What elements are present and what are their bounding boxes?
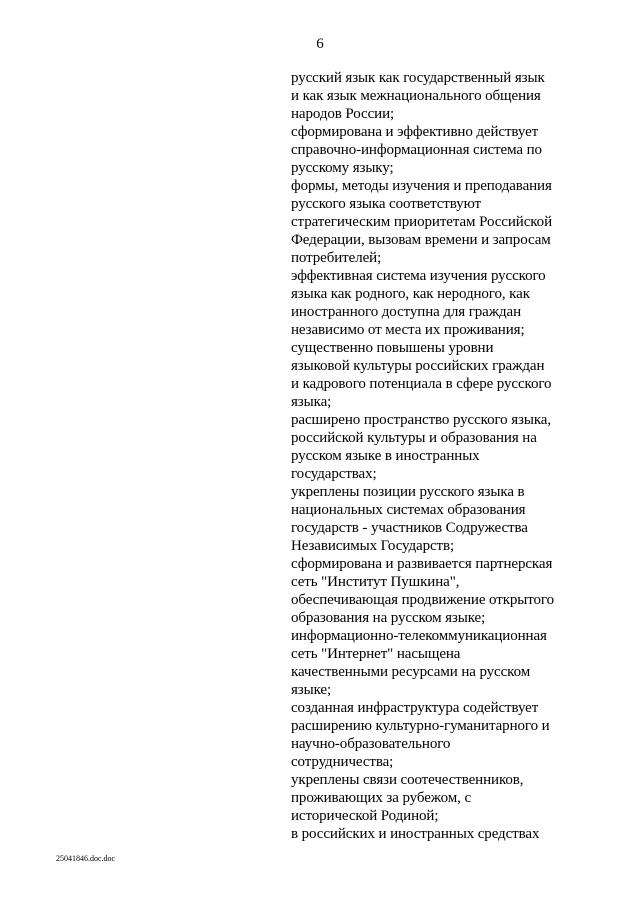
text-line: русском языке в иностранных	[291, 448, 480, 464]
text-line: формы, методы изучения и преподавания	[291, 178, 552, 194]
text-line: сеть "Институт Пушкина",	[291, 574, 460, 590]
text-line: справочно-информационная система по	[291, 142, 542, 158]
page-number: 6	[316, 36, 324, 52]
text-line: и как язык межнационального общения	[291, 88, 541, 104]
text-line: существенно повышены уровни	[291, 340, 494, 356]
text-line: русский язык как государственный язык	[291, 70, 545, 86]
text-line: эффективная система изучения русского	[291, 268, 546, 284]
text-line: расширено пространство русского языка,	[291, 412, 551, 428]
text-line: государств - участников Содружества	[291, 520, 528, 536]
text-line: укреплены позиции русского языка в	[291, 484, 525, 500]
text-line: образования на русском языке;	[291, 610, 486, 626]
text-line: и кадрового потенциала в сфере русского	[291, 376, 552, 392]
text-line: русскому языку;	[291, 160, 394, 176]
text-line: укреплены связи соотечественников,	[291, 772, 524, 788]
text-line: научно-образовательного	[291, 736, 451, 752]
text-line: информационно-телекоммуникационная	[291, 628, 547, 644]
text-line: проживающих за рубежом, с	[291, 790, 472, 806]
text-line: качественными ресурсами на русском	[291, 664, 531, 680]
text-line: исторической Родиной;	[291, 808, 439, 824]
text-line: в российских и иностранных средствах	[291, 826, 540, 842]
text-line: сотрудничества;	[291, 754, 394, 770]
text-line: национальных системах образования	[291, 502, 526, 518]
text-line: независимо от места их проживания;	[291, 322, 525, 338]
text-line: Федерации, вызовам времени и запросам	[291, 232, 551, 248]
text-line: языковой культуры российских граждан	[291, 358, 545, 374]
text-line: обеспечивающая продвижение открытого	[291, 592, 554, 608]
footer-filename: 25041846.doc.doc	[56, 854, 116, 863]
text-line: народов России;	[291, 106, 395, 122]
text-line: Независимых Государств;	[291, 538, 455, 554]
text-line: потребителей;	[291, 250, 382, 266]
text-line: расширению культурно-гуманитарного и	[291, 718, 550, 734]
text-line: государствах;	[291, 466, 377, 482]
text-line: иностранного доступна для граждан	[291, 304, 522, 320]
text-line: сеть "Интернет" насыщена	[291, 646, 461, 662]
text-line: созданная инфраструктура содействует	[291, 700, 539, 716]
text-line: сформирована и развивается партнерская	[291, 556, 553, 572]
text-line: языка;	[291, 394, 332, 410]
text-line: стратегическим приоритетам Российской	[291, 214, 553, 230]
text-line: российской культуры и образования на	[291, 430, 537, 446]
text-line: языке;	[291, 682, 332, 698]
body-text	[291, 69, 591, 843]
text-line: языка как родного, как неродного, как	[291, 286, 530, 302]
text-line: русского языка соответствуют	[291, 196, 481, 212]
text-line: сформирована и эффективно действует	[291, 124, 539, 140]
